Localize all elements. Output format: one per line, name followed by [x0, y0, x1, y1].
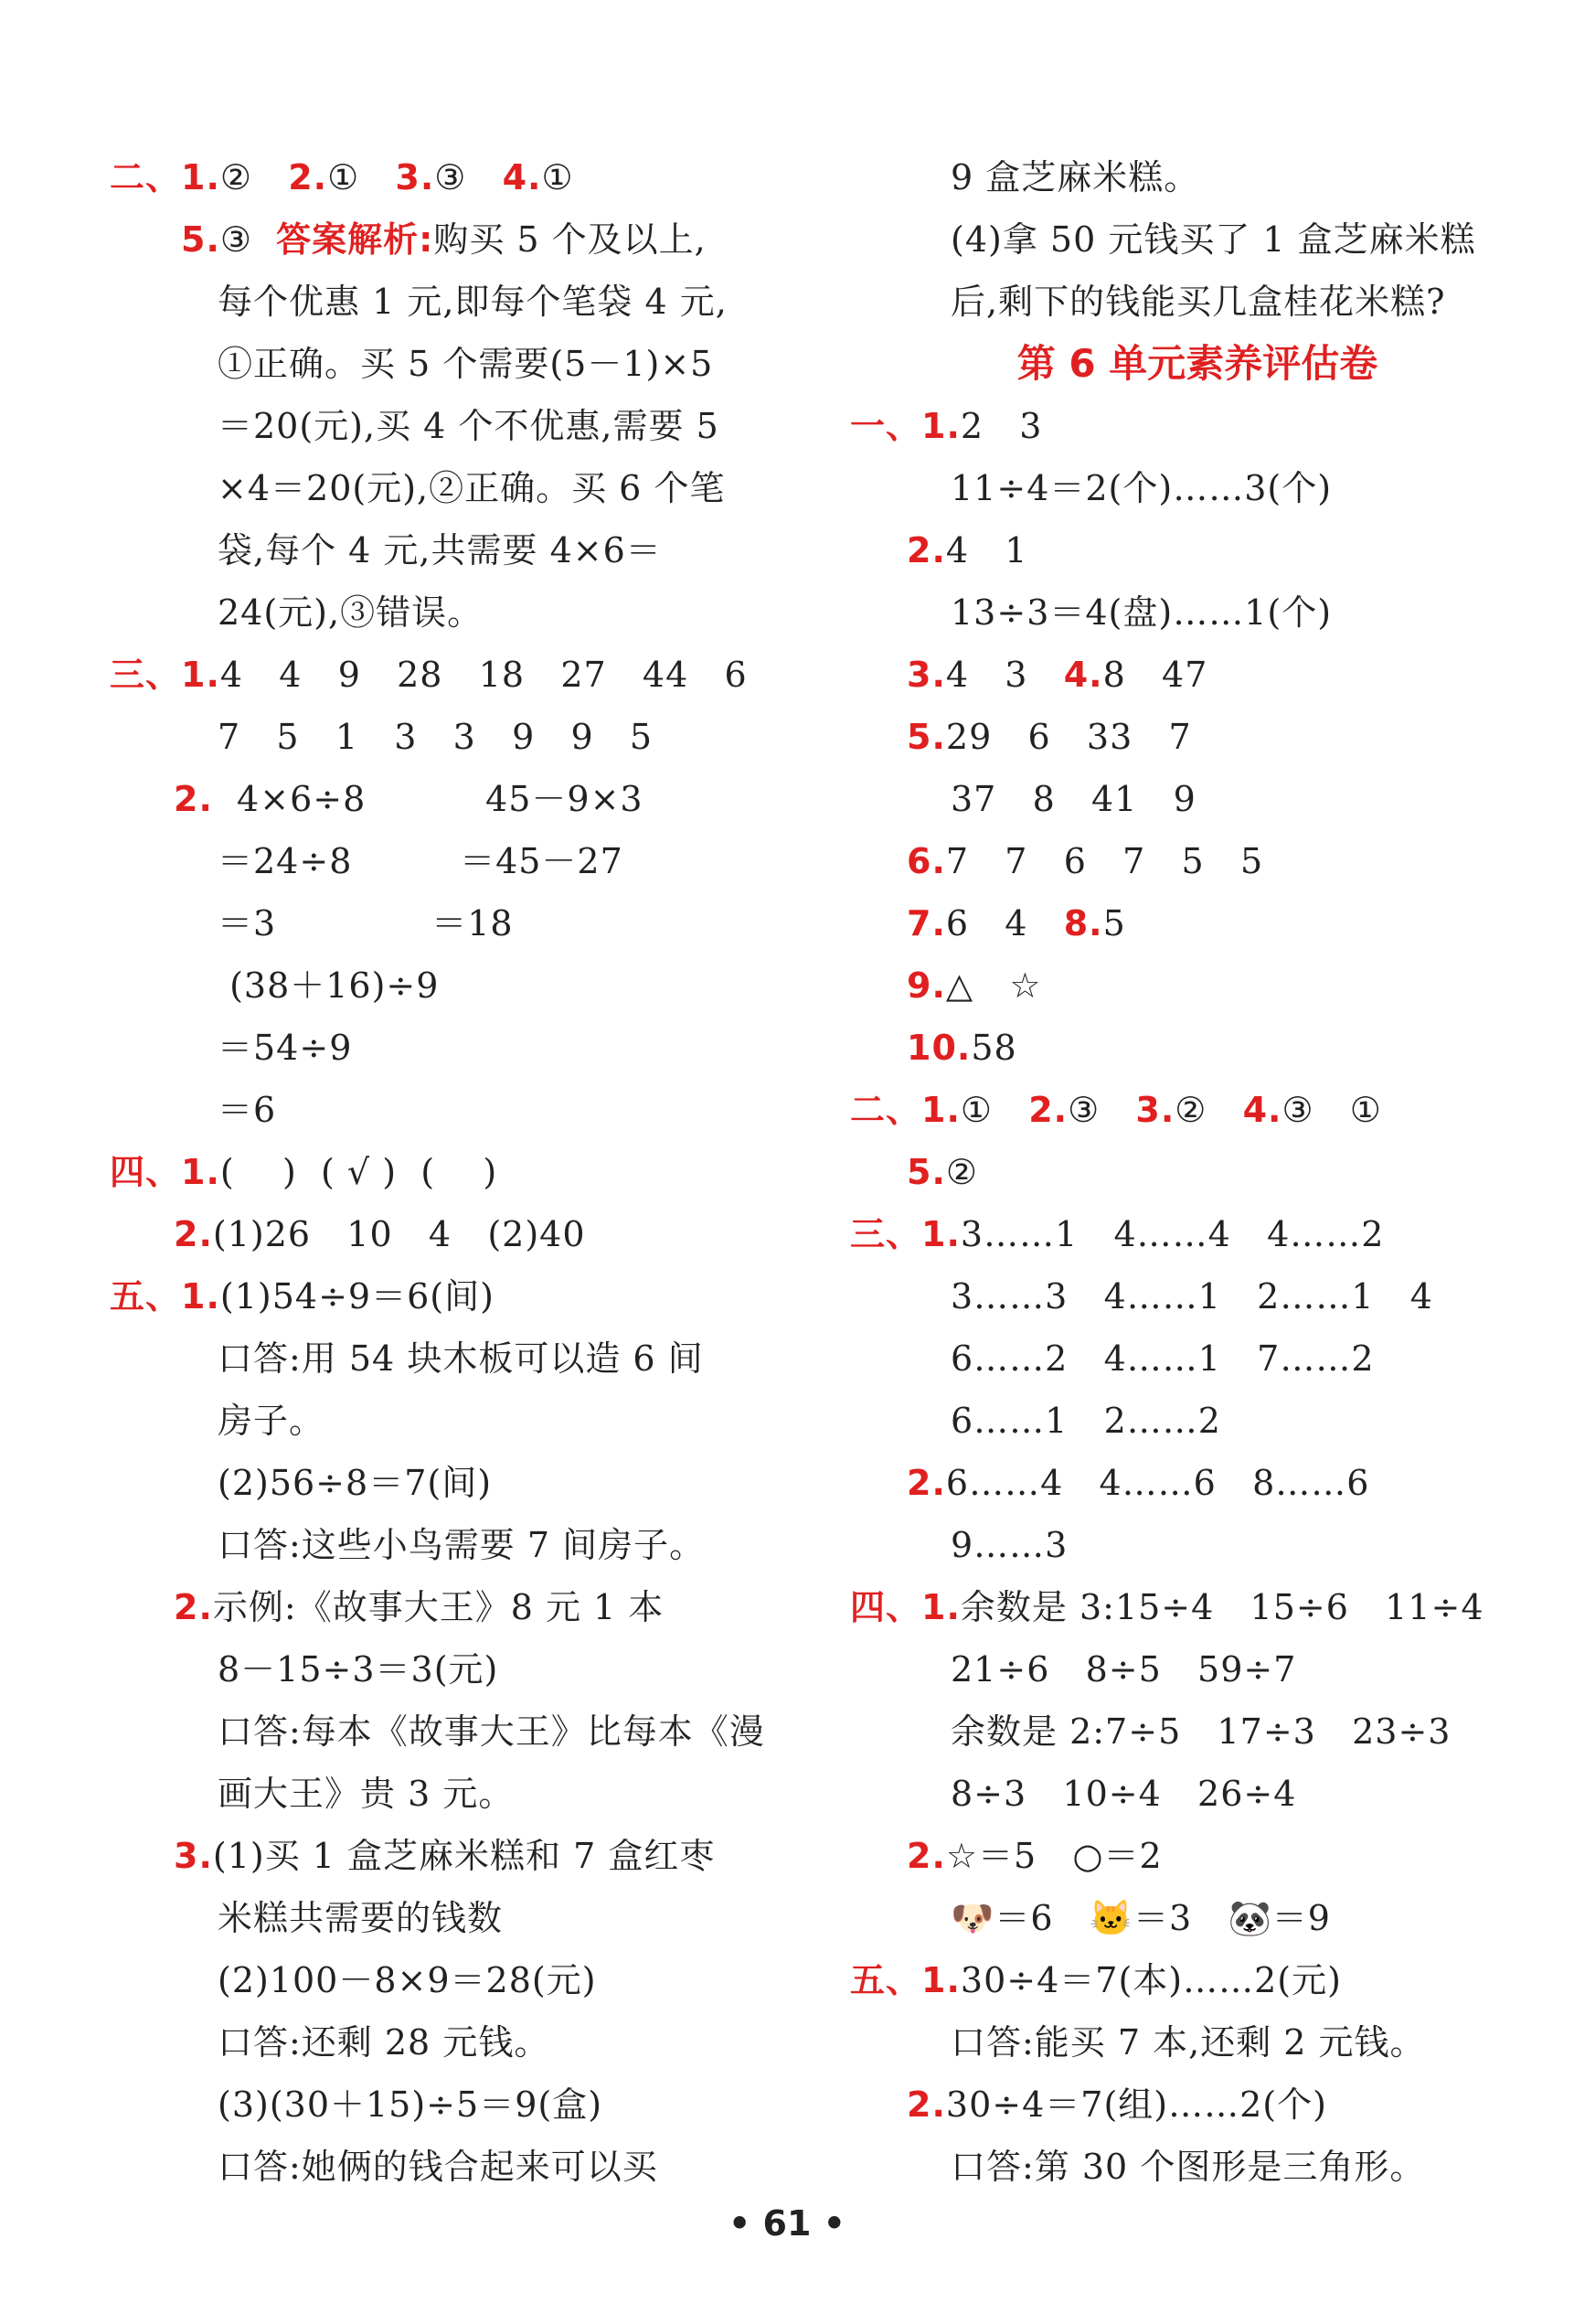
answer-text: 2 3 [960, 406, 1043, 446]
answer-text: 每个优惠 1 元,即每个笔袋 4 元, [218, 282, 728, 322]
answer-text: ② [945, 1152, 978, 1192]
answer-line [907, 1017, 1017, 1079]
answer-line [174, 1825, 715, 1887]
answer-line [951, 1327, 1375, 1390]
question-number: 4. [1063, 655, 1103, 695]
answer-text: ③ [1068, 1090, 1136, 1130]
answer-text: 口答:她俩的钱合起来可以买 [218, 2147, 658, 2187]
answer-text: 21÷6 8÷5 59÷7 [951, 1649, 1297, 1690]
answer-line [951, 2136, 1425, 2198]
question-number: 3. [1135, 1090, 1175, 1130]
answer-line [174, 1576, 664, 1638]
answer-text: 余数是 2:7÷5 17÷3 23÷3 [951, 1711, 1452, 1752]
question-number: 4. [1242, 1090, 1282, 1130]
answer-text: 4×6÷8 45－9×3 [212, 779, 643, 819]
answer-text: 口答:用 54 块木板可以造 6 间 [218, 1338, 704, 1379]
answer-line [110, 644, 748, 706]
question-number: 10. [907, 1028, 972, 1068]
answer-line [850, 1203, 1384, 1265]
answer-line [951, 2011, 1426, 2073]
answer-text: ＝3 ＝18 [218, 903, 514, 943]
answer-text: 13÷3＝4(盘)……1(个) [951, 592, 1333, 633]
question-number: 4. [502, 157, 542, 197]
question-number: 3. [907, 655, 946, 695]
answer-line [218, 1079, 276, 1141]
question-number: 2. [174, 1587, 213, 1627]
question-number: 5. [907, 717, 946, 757]
question-number: 9. [907, 965, 946, 1006]
answer-line [110, 1265, 495, 1327]
question-number: 三、1. [850, 1214, 961, 1254]
answer-text: 7 7 6 7 5 5 [945, 841, 1264, 881]
answer-text: ＝20(元),买 4 个不优惠,需要 5 [218, 406, 719, 446]
answer-line [951, 1887, 1331, 1949]
answer-text: 4 1 [945, 530, 1028, 570]
question-number: 三、1. [110, 655, 220, 695]
answer-text: ＝54÷9 [218, 1028, 353, 1068]
answer-line [951, 1514, 1068, 1576]
question-number: 五、1. [850, 1960, 961, 2000]
answer-line [218, 1763, 514, 1825]
question-number: 2. [174, 1214, 213, 1254]
answer-text: (1)26 10 4 (2)40 [212, 1214, 586, 1254]
answer-line [218, 2136, 658, 2198]
answer-text: (1)买 1 盒芝麻米糕和 7 盒红枣 [212, 1836, 716, 1876]
question-number: 五、1. [110, 1276, 220, 1317]
answer-text: ① [960, 1090, 1029, 1130]
answer-text: 余数是 3:15÷4 15÷6 11÷4 [960, 1587, 1484, 1627]
answer-text: 37 8 41 9 [951, 779, 1196, 819]
answer-line [218, 2073, 602, 2136]
question-number: 四、1. [110, 1152, 220, 1192]
answer-text: 口答:还剩 28 元钱。 [218, 2022, 550, 2063]
question-number: 2. [907, 2084, 946, 2125]
answer-line [218, 395, 719, 457]
answer-text: ＝24÷8 ＝45－27 [218, 841, 623, 881]
answer-text: 3……1 4……4 4……2 [960, 1214, 1385, 1254]
answer-line [951, 457, 1332, 519]
answer-line [951, 1763, 1296, 1825]
answer-text: △ ☆ [945, 965, 1042, 1006]
answer-text: ( ) ( √ ) ( ) [219, 1152, 498, 1192]
answer-line [850, 1576, 1484, 1638]
question-number: 8. [1063, 903, 1103, 943]
answer-line [951, 146, 1199, 208]
answer-text: 示例:《故事大王》8 元 1 本 [212, 1587, 665, 1627]
answer-text: 购买 5 个及以上, [433, 219, 707, 260]
answer-line [907, 1825, 1163, 1887]
question-number: 四、1. [850, 1587, 961, 1627]
answer-line [218, 457, 725, 519]
answer-line [218, 1390, 324, 1452]
answer-text: 6……1 2……2 [951, 1401, 1221, 1441]
answer-text: 24(元),③错误。 [218, 592, 484, 633]
answer-line [951, 1265, 1433, 1327]
answer-line [218, 892, 514, 954]
answer-text: 8 47 [1102, 655, 1208, 695]
answer-text: (2)56÷8＝7(间) [218, 1463, 493, 1503]
answer-text: 6……2 4……1 7……2 [951, 1338, 1375, 1379]
question-number: 3. [395, 157, 435, 197]
answer-text: ② [1175, 1090, 1243, 1130]
answer-line [218, 954, 439, 1017]
answer-text: 11÷4＝2(个)……3(个) [951, 468, 1333, 508]
answer-text: 9 盒芝麻米糕。 [951, 157, 1200, 197]
answer-line [218, 1700, 765, 1763]
answer-line [174, 768, 643, 830]
answer-text: 口答:每本《故事大王》比每本《漫 [218, 1711, 765, 1752]
answer-text: 3……3 4……1 2……1 4 [951, 1276, 1433, 1317]
answer-line [951, 1638, 1296, 1700]
answer-line [218, 1327, 704, 1390]
answer-text: 口答:这些小鸟需要 7 间房子。 [218, 1525, 706, 1565]
answer-text: 8÷3 10÷4 26÷4 [951, 1774, 1297, 1814]
answer-line [218, 519, 662, 581]
page-number: • 61 • [729, 2203, 845, 2244]
answer-line [907, 706, 1192, 768]
answer-text: ×4＝20(元),②正确。买 6 个笔 [218, 468, 726, 508]
answer-line [218, 1452, 492, 1514]
answer-text: ☆＝5 ○＝2 [945, 1836, 1163, 1876]
answer-line [218, 333, 713, 395]
answer-text: 29 6 33 7 [945, 717, 1192, 757]
answer-text: ① [541, 157, 574, 197]
answer-line [850, 395, 1042, 457]
question-number: 5. [181, 219, 220, 260]
answer-line [218, 1017, 352, 1079]
answer-text: 🐶＝6 🐱＝3 🐼＝9 [951, 1898, 1331, 1938]
answer-text: (38＋16)÷9 [218, 965, 440, 1006]
answer-text: 5 [1102, 903, 1126, 943]
answer-line [218, 581, 483, 644]
answer-text: 米糕共需要的钱数 [218, 1898, 504, 1938]
answer-line [218, 830, 623, 892]
answer-text: 口答:能买 7 本,还剩 2 元钱。 [951, 2022, 1426, 2063]
answer-text: 6……4 4……6 8……6 [945, 1463, 1370, 1503]
question-number: 2. [907, 1836, 946, 1876]
answer-text: ③ ① [1282, 1090, 1382, 1130]
answer-line [218, 1638, 498, 1700]
answer-line [907, 1452, 1369, 1514]
answer-line [907, 892, 1126, 954]
answer-text: ② [219, 157, 289, 197]
question-number: 二、1. [850, 1090, 961, 1130]
answer-text: (4)拿 50 元钱买了 1 盒芝麻米糕 [951, 219, 1476, 260]
question-number: 答案解析: [276, 219, 434, 260]
answer-text: 口答:第 30 个图形是三角形。 [951, 2147, 1426, 2187]
answer-text: 4 4 9 28 18 27 44 6 [219, 655, 748, 695]
answer-text: 袋,每个 4 元,共需要 4×6＝ [218, 530, 662, 570]
answer-line [850, 1949, 1342, 2011]
answer-line [218, 1514, 705, 1576]
question-number: 2. [174, 779, 213, 819]
answer-text: 6 4 [945, 903, 1064, 943]
answer-text: 58 [971, 1028, 1017, 1068]
question-number: 6. [907, 841, 946, 881]
answer-line [907, 954, 1041, 1017]
answer-text: ①正确。买 5 个需要(5－1)×5 [218, 344, 714, 384]
question-number: 一、1. [850, 406, 961, 446]
answer-text: (2)100－8×9＝28(元) [218, 1960, 597, 2000]
question-number: 2. [1028, 1090, 1069, 1130]
answer-line [951, 208, 1476, 271]
answer-line [951, 768, 1196, 830]
answer-line [951, 581, 1332, 644]
question-number: 3. [174, 1836, 213, 1876]
answer-text: 后,剩下的钱能买几盒桂花米糕? [951, 282, 1446, 322]
question-number: 2. [907, 1463, 946, 1503]
answer-line [951, 271, 1445, 333]
answer-text: 房子。 [218, 1401, 325, 1441]
answer-line [951, 1390, 1221, 1452]
answer-text: 9……3 [951, 1525, 1069, 1565]
unit-title: 第 6 单元素养评估卷 [1016, 341, 1378, 386]
answer-text: ① [327, 157, 396, 197]
answer-line [907, 2073, 1327, 2136]
answer-line [218, 271, 728, 333]
answer-text: 7 5 1 3 3 9 9 5 [218, 717, 654, 757]
question-number: 二、1. [110, 157, 220, 197]
answer-text: (1)54÷9＝6(间) [219, 1276, 495, 1317]
answer-line [218, 1949, 597, 2011]
answer-text: 4 3 [945, 655, 1064, 695]
answer-text: ＝6 [218, 1090, 277, 1130]
answer-text: ③ [434, 157, 503, 197]
question-number: 2. [288, 157, 328, 197]
answer-text: 30÷4＝7(本)……2(元) [960, 1960, 1342, 2000]
answer-line [218, 2011, 549, 2073]
answer-line [218, 1887, 503, 1949]
answer-text: 画大王》贵 3 元。 [218, 1774, 515, 1814]
answer-line [907, 519, 1027, 581]
answer-text: ③ [219, 219, 277, 260]
question-number: 2. [907, 530, 946, 570]
answer-line [907, 1141, 978, 1203]
answer-line [850, 1079, 1382, 1141]
answer-line [110, 146, 574, 208]
answer-line [181, 208, 707, 271]
answer-text: (3)(30＋15)÷5＝9(盒) [218, 2084, 603, 2125]
answer-line [218, 706, 653, 768]
question-number: 5. [907, 1152, 946, 1192]
answer-line [951, 1700, 1451, 1763]
answer-line [907, 644, 1207, 706]
answer-text: 8－15÷3＝3(元) [218, 1649, 499, 1690]
question-number: 7. [907, 903, 946, 943]
answer-line [907, 830, 1263, 892]
answer-line [110, 1141, 497, 1203]
answer-text: 30÷4＝7(组)……2(个) [945, 2084, 1327, 2125]
answer-line [174, 1203, 586, 1265]
